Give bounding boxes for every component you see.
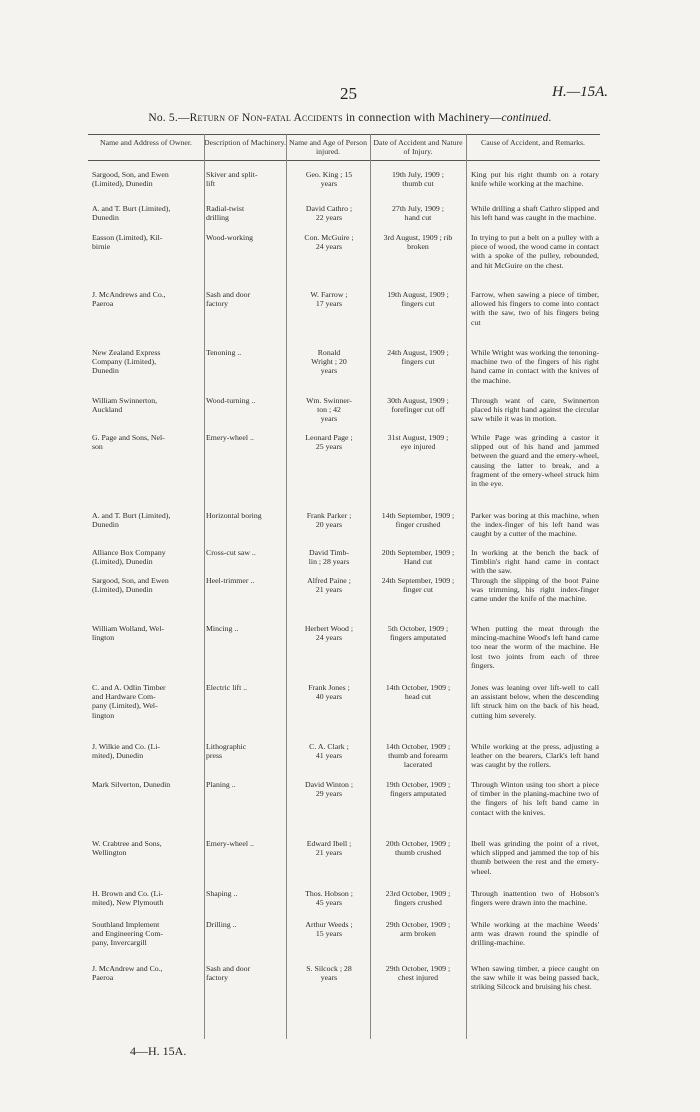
col-header-cause: Cause of Accident, and Remarks.	[481, 138, 585, 147]
cause-cell: While drilling a shaft Cathro slipped and his left hand was caught in the machine.	[471, 204, 599, 223]
machinery-cell: Lithographic press	[206, 742, 247, 761]
cause-cell: Through inattention two of Hobson's fingers were drawn into the machine.	[471, 889, 599, 908]
title-middle: in connection with Machinery—	[342, 112, 502, 124]
owner-cell: C. and A. Odlin Timber and Hardware Com- pany (Limited), Wel- lington	[92, 683, 166, 720]
owner-cell: Easson (Limited), Kil- birnie	[92, 233, 163, 252]
owner-cell: J. Wilkie and Co. (Li- mited), Dunedin	[92, 742, 160, 761]
document-reference: H.—15A.	[552, 84, 608, 100]
machinery-cell: Skiver and split- lift	[206, 170, 258, 189]
cause-cell: While Wright was working the tenoning-machine two of the fingers of his right hand came in contact with the knives of the machine.	[471, 348, 599, 385]
person-cell: Herbert Wood ; 24 years	[304, 624, 354, 643]
page-number: 25	[340, 84, 357, 103]
injury-cell: 23rd October, 1909 ; fingers crushed	[385, 889, 451, 908]
cause-cell: Jones was leaning over lift-well to call an assistant below, when the descending lift struck him on the back of his head, cutting him severely.	[471, 683, 599, 720]
person-cell: Con. McGuire ; 24 years	[304, 233, 354, 252]
injury-cell: 19th August, 1909 ; fingers cut	[387, 290, 449, 309]
machinery-cell: Horizontal boring	[206, 511, 262, 520]
owner-cell: H. Brown and Co. (Li- mited), New Plymouth	[92, 889, 164, 908]
cause-cell: When putting the meat through the mincing-machine Wood's left hand came too near the worm of the machine. He lost two joints from each of three fingers.	[471, 624, 599, 670]
table-title	[0, 112, 700, 124]
injury-cell: 14th October, 1909 ; thumb and forearm lacerated	[385, 742, 451, 770]
machinery-cell: Sash and door factory	[206, 290, 251, 309]
cause-cell: While working at the machine Weeds' arm was drawn round the spindle of drilling-machine.	[471, 920, 599, 948]
person-cell: W. Farrow ; 17 years	[310, 290, 348, 309]
injury-cell: 24th September, 1909 ; finger cut	[381, 576, 455, 595]
injury-cell: 19th October, 1909 ; fingers amputated	[385, 780, 451, 799]
table-header-rule	[88, 160, 600, 161]
col-header-owner: Name and Address of Owner.	[99, 138, 193, 147]
page-footer: 4—H. 15A.	[130, 1044, 187, 1058]
table-top-rule	[88, 134, 600, 135]
machinery-cell: Shaping ..	[206, 889, 238, 898]
injury-cell: 14th October, 1909 ; head cut	[385, 683, 451, 702]
person-cell: David Winton ; 29 years	[304, 780, 354, 799]
injury-cell: 29th October, 1909 ; arm broken	[385, 920, 451, 939]
person-cell: Arthur Weeds ; 15 years	[305, 920, 353, 939]
person-cell: S. Silcock ; 28 years	[306, 964, 352, 983]
owner-cell: Southland Implement and Engineering Com- pany, Invercargill	[92, 920, 164, 948]
owner-cell: Alliance Box Company (Limited), Dunedin	[92, 548, 166, 567]
injury-cell: 3rd August, 1909 ; rib broken	[383, 233, 453, 252]
machinery-cell: Drilling ..	[206, 920, 237, 929]
cause-cell: While Page was grinding a castor it slipped out of his hand and jammed between the guard and the emery-wheel, causing the latter to break, and a fragment of the emery-wheel struck him in the eye.	[471, 433, 599, 489]
owner-cell: William Swinnerton, Auckland	[92, 396, 158, 415]
machinery-cell: Wood-working	[206, 233, 254, 242]
cause-cell: Farrow, when sawing a piece of timber, allowed his fingers to come into contact with the saw, two of his fingers being cut	[471, 290, 599, 327]
injury-cell: 5th October, 1909 ; fingers amputated	[387, 624, 449, 643]
owner-cell: Sargood, Son, and Ewen (Limited), Dunedin	[92, 576, 169, 595]
person-cell: Frank Jones ; 40 years	[308, 683, 350, 702]
owner-cell: A. and T. Burt (Limited), Dunedin	[92, 511, 171, 530]
machinery-cell: Wood-turning ..	[206, 396, 256, 405]
person-cell: Edward Ibell ; 21 years	[306, 839, 352, 858]
column-divider	[286, 134, 287, 1039]
injury-cell: 20th September, 1909 ; Hand cut	[381, 548, 455, 567]
cause-cell: Ibell was grinding the point of a rivet, which slipped and jammed the top of his thumb between the rest and the emery-wheel.	[471, 839, 599, 876]
cause-cell: In trying to put a belt on a pulley with a piece of wood, the wood came in contact with a spoke of the pulley, rebounded, and hit McGuire on the chest.	[471, 233, 599, 270]
person-cell: Wm. Swinner- ton ; 42 years	[306, 396, 352, 424]
machinery-cell: Tenoning ..	[206, 348, 242, 357]
col-header-date: Date of Accident and Nature of Injury.	[373, 138, 463, 156]
owner-cell: A. and T. Burt (Limited), Dunedin	[92, 204, 171, 223]
person-cell: Frank Parker ; 20 years	[306, 511, 352, 530]
machinery-cell: Planing ..	[206, 780, 236, 789]
machinery-cell: Radial-twist drilling	[206, 204, 245, 223]
cause-cell: While working at the press, adjusting a leather on the bearers, Clark's left hand was caught by the rollers.	[471, 742, 599, 770]
machinery-cell: Electric lift ..	[206, 683, 248, 692]
page-header	[0, 84, 700, 104]
col-header-person: Name and Age of Person injured.	[289, 138, 367, 156]
col-header-machinery: Description of Machinery.	[204, 138, 286, 147]
owner-cell: William Wolland, Wel- lington	[92, 624, 164, 643]
machinery-cell: Heel-trimmer ..	[206, 576, 255, 585]
machinery-cell: Sash and door factory	[206, 964, 251, 983]
machinery-cell: Mincing ..	[206, 624, 239, 633]
owner-cell: W. Crabtree and Sons, Wellington	[92, 839, 162, 858]
title-caps: Return of Non-fatal Accidents	[189, 112, 343, 124]
machinery-cell: Emery-wheel ..	[206, 433, 254, 442]
person-cell: David Timb- lin ; 28 years	[308, 548, 350, 567]
cause-cell: In working at the bench the back of Timblin's right hand came in contact with the saw.	[471, 548, 599, 576]
injury-cell: 19th July, 1909 ; thumb cut	[392, 170, 444, 189]
person-cell: C. A. Clark ; 41 years	[309, 742, 349, 761]
cause-cell: Parker was boring at this machine, when the index-finger of his left hand was caught by a cutter of the machine.	[471, 511, 599, 539]
column-divider	[204, 134, 205, 1039]
person-cell: Alfred Paine ; 21 years	[307, 576, 351, 595]
injury-cell: 24th August, 1909 ; fingers cut	[387, 348, 449, 367]
cause-cell: Through Winton using too short a piece of timber in the planing-machine two of the fingers of his left hand came in contact with the knives.	[471, 780, 599, 817]
cause-cell: King put his right thumb on a rotary knife while working at the machine.	[471, 170, 599, 189]
injury-cell: 31st August, 1909 ; eye injured	[387, 433, 449, 452]
owner-cell: New Zealand Express Company (Limited), Dunedin	[92, 348, 161, 376]
injury-cell: 27th July, 1909 ; hand cut	[392, 204, 444, 223]
cause-cell: Through the slipping of the boot Paine was trimming, his right index-finger came under the knife of the machine.	[471, 576, 599, 604]
person-cell: David Cathro ; 22 years	[305, 204, 353, 223]
column-divider	[370, 134, 371, 1039]
owner-cell: Mark Silverton, Dunedin	[92, 780, 171, 789]
owner-cell: Sargood, Son, and Ewen (Limited), Dunedin	[92, 170, 169, 189]
injury-cell: 30th August, 1909 ; forefinger cut off	[387, 396, 449, 415]
title-prefix: No. 5.—	[148, 112, 190, 124]
machinery-cell: Cross-cut saw ..	[206, 548, 256, 557]
owner-cell: G. Page and Sons, Nel- son	[92, 433, 165, 452]
person-cell: Ronald Wright ; 20 years	[311, 348, 347, 376]
machinery-cell: Emery-wheel ..	[206, 839, 254, 848]
person-cell: Leonard Page ; 25 years	[305, 433, 353, 452]
owner-cell: J. McAndrews and Co., Paeroa	[92, 290, 166, 309]
injury-cell: 14th September, 1909 ; finger crushed	[381, 511, 455, 530]
person-cell: Thos. Hobson ; 45 years	[305, 889, 353, 908]
owner-cell: J. McAndrew and Co., Paeroa	[92, 964, 163, 983]
title-italic: continued.	[501, 112, 552, 124]
cause-cell: Through want of care, Swinnerton placed his right hand against the circular saw while it was in motion.	[471, 396, 599, 424]
cause-cell: When sawing timber, a piece caught on the saw while it was being passed back, striking Silcock and bruising his chest.	[471, 964, 599, 992]
person-cell: Geo. King ; 15 years	[305, 170, 353, 189]
column-divider	[466, 134, 467, 1039]
injury-cell: 29th October, 1909 ; chest injured	[385, 964, 451, 983]
injury-cell: 20th October, 1909 ; thumb crushed	[385, 839, 451, 858]
